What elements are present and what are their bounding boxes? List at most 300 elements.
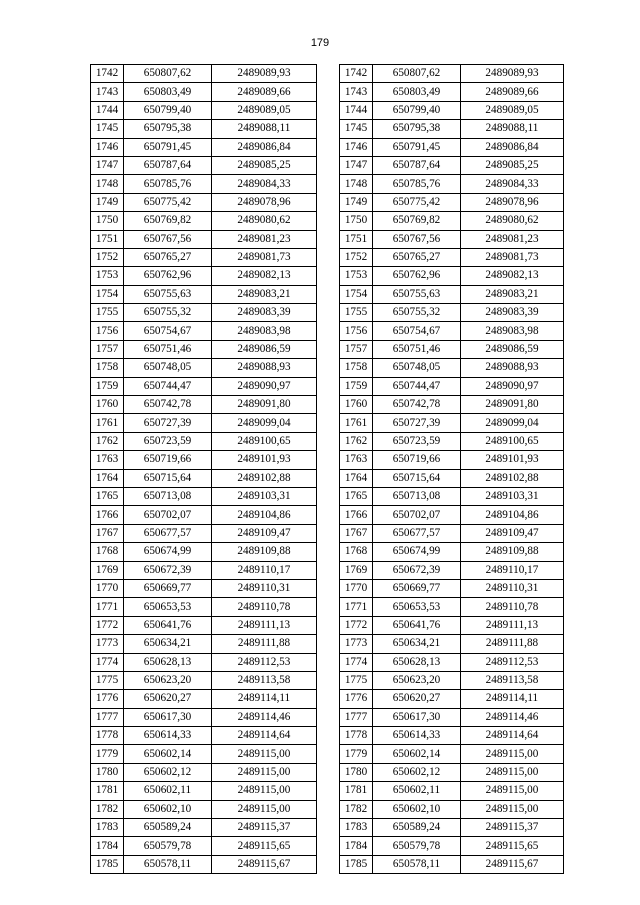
table-row [340,212,564,230]
point-number-cell: 1772 [91,616,124,634]
point-number-cell: 1778 [91,727,124,745]
point-number-cell: 1761 [91,414,124,432]
y-coordinate-cell: 2489084,33 [461,175,564,193]
y-coordinate-cell: 2489109,88 [212,543,317,561]
y-coordinate-cell: 2489083,21 [212,285,317,303]
y-coordinate-cell: 2489086,59 [212,340,317,358]
point-number-cell: 1750 [91,212,124,230]
y-coordinate-cell: 2489111,88 [461,635,564,653]
x-coordinate-cell: 650795,38 [373,120,461,138]
x-coordinate-cell: 650742,78 [373,396,461,414]
page-number: 179 [310,37,330,49]
x-coordinate-cell: 650775,42 [373,193,461,211]
x-coordinate-cell: 650677,57 [124,524,212,542]
y-coordinate-cell: 2489078,96 [212,193,317,211]
table-row [91,101,317,119]
x-coordinate-cell: 650807,62 [124,65,212,83]
y-coordinate-cell: 2489086,84 [212,138,317,156]
y-coordinate-cell: 2489104,86 [212,506,317,524]
x-coordinate-cell: 650754,67 [373,322,461,340]
point-number-cell: 1770 [91,579,124,597]
x-coordinate-cell: 650767,56 [373,230,461,248]
point-number-cell: 1757 [340,340,373,358]
table-row [340,340,564,358]
coordinates-table-right-body [340,65,564,874]
x-coordinate-cell: 650589,24 [124,819,212,837]
point-number-cell: 1782 [91,800,124,818]
y-coordinate-cell: 2489089,93 [461,65,564,83]
point-number-cell: 1746 [91,138,124,156]
point-number-cell: 1757 [91,340,124,358]
x-coordinate-cell: 650765,27 [373,248,461,266]
point-number-cell: 1754 [91,285,124,303]
x-coordinate-cell: 650620,27 [373,690,461,708]
point-number-cell: 1778 [340,727,373,745]
y-coordinate-cell: 2489089,05 [461,101,564,119]
y-coordinate-cell: 2489103,31 [461,487,564,505]
y-coordinate-cell: 2489115,00 [212,800,317,818]
point-number-cell: 1781 [91,782,124,800]
x-coordinate-cell: 650602,14 [124,745,212,763]
x-coordinate-cell: 650614,33 [373,727,461,745]
point-number-cell: 1779 [340,745,373,763]
y-coordinate-cell: 2489114,64 [212,727,317,745]
point-number-cell: 1768 [91,543,124,561]
y-coordinate-cell: 2489090,97 [461,377,564,395]
point-number-cell: 1767 [340,524,373,542]
point-number-cell: 1772 [340,616,373,634]
table-row [91,340,317,358]
y-coordinate-cell: 2489114,64 [461,727,564,745]
table-row [91,65,317,83]
point-number-cell: 1760 [91,396,124,414]
point-number-cell: 1742 [91,65,124,83]
point-number-cell: 1742 [340,65,373,83]
y-coordinate-cell: 2489115,00 [212,782,317,800]
y-coordinate-cell: 2489083,21 [461,285,564,303]
x-coordinate-cell: 650769,82 [124,212,212,230]
x-coordinate-cell: 650748,05 [373,359,461,377]
table-row [91,432,317,450]
y-coordinate-cell: 2489085,25 [212,156,317,174]
point-number-cell: 1785 [340,855,373,873]
table-row [91,248,317,266]
y-coordinate-cell: 2489115,00 [461,782,564,800]
point-number-cell: 1749 [340,193,373,211]
point-number-cell: 1766 [340,506,373,524]
x-coordinate-cell: 650727,39 [373,414,461,432]
table-row [340,414,564,432]
x-coordinate-cell: 650803,49 [373,83,461,101]
x-coordinate-cell: 650602,10 [373,800,461,818]
table-row [340,487,564,505]
point-number-cell: 1764 [91,469,124,487]
point-number-cell: 1743 [340,83,373,101]
table-row [91,690,317,708]
y-coordinate-cell: 2489115,00 [461,763,564,781]
point-number-cell: 1746 [340,138,373,156]
x-coordinate-cell: 650787,64 [373,156,461,174]
point-number-cell: 1754 [340,285,373,303]
point-number-cell: 1784 [91,837,124,855]
x-coordinate-cell: 650702,07 [373,506,461,524]
x-coordinate-cell: 650653,53 [373,598,461,616]
point-number-cell: 1752 [91,248,124,266]
x-coordinate-cell: 650715,64 [373,469,461,487]
point-number-cell: 1744 [91,101,124,119]
point-number-cell: 1763 [340,451,373,469]
table-row [340,708,564,726]
y-coordinate-cell: 2489114,11 [212,690,317,708]
table-row [340,359,564,377]
point-number-cell: 1749 [91,193,124,211]
y-coordinate-cell: 2489115,00 [212,745,317,763]
point-number-cell: 1759 [91,377,124,395]
x-coordinate-cell: 650791,45 [373,138,461,156]
y-coordinate-cell: 2489084,33 [212,175,317,193]
point-number-cell: 1769 [91,561,124,579]
point-number-cell: 1781 [340,782,373,800]
point-number-cell: 1780 [91,763,124,781]
y-coordinate-cell: 2489086,59 [461,340,564,358]
x-coordinate-cell: 650755,63 [124,285,212,303]
x-coordinate-cell: 650634,21 [124,635,212,653]
point-number-cell: 1762 [340,432,373,450]
table-row [340,230,564,248]
table-row [91,598,317,616]
x-coordinate-cell: 650785,76 [124,175,212,193]
x-coordinate-cell: 650674,99 [124,543,212,561]
point-number-cell: 1748 [91,175,124,193]
point-number-cell: 1744 [340,101,373,119]
table-row [91,487,317,505]
table-row [91,800,317,818]
x-coordinate-cell: 650617,30 [373,708,461,726]
table-row [91,230,317,248]
x-coordinate-cell: 650602,14 [373,745,461,763]
y-coordinate-cell: 2489110,31 [461,579,564,597]
table-row [340,671,564,689]
table-row [340,322,564,340]
y-coordinate-cell: 2489110,78 [461,598,564,616]
y-coordinate-cell: 2489109,47 [461,524,564,542]
x-coordinate-cell: 650719,66 [373,451,461,469]
point-number-cell: 1755 [91,304,124,322]
table-row [91,469,317,487]
x-coordinate-cell: 650719,66 [124,451,212,469]
table-row [91,579,317,597]
y-coordinate-cell: 2489091,80 [461,396,564,414]
y-coordinate-cell: 2489081,73 [212,248,317,266]
point-number-cell: 1774 [91,653,124,671]
table-row [91,120,317,138]
point-number-cell: 1765 [340,487,373,505]
y-coordinate-cell: 2489111,88 [212,635,317,653]
table-row [340,819,564,837]
x-coordinate-cell: 650602,10 [124,800,212,818]
table-row [91,561,317,579]
y-coordinate-cell: 2489112,53 [461,653,564,671]
y-coordinate-cell: 2489090,97 [212,377,317,395]
table-row [91,267,317,285]
y-coordinate-cell: 2489081,73 [461,248,564,266]
table-row [340,193,564,211]
x-coordinate-cell: 650578,11 [373,855,461,873]
point-number-cell: 1756 [91,322,124,340]
x-coordinate-cell: 650751,46 [124,340,212,358]
y-coordinate-cell: 2489111,13 [212,616,317,634]
point-number-cell: 1747 [91,156,124,174]
x-coordinate-cell: 650727,39 [124,414,212,432]
x-coordinate-cell: 650754,67 [124,322,212,340]
point-number-cell: 1776 [340,690,373,708]
table-row [340,285,564,303]
x-coordinate-cell: 650791,45 [124,138,212,156]
table-row [340,561,564,579]
point-number-cell: 1759 [340,377,373,395]
point-number-cell: 1745 [340,120,373,138]
table-row [91,653,317,671]
point-number-cell: 1751 [340,230,373,248]
table-row [340,175,564,193]
table-row [340,690,564,708]
table-row [91,819,317,837]
y-coordinate-cell: 2489091,80 [212,396,317,414]
table-row [340,469,564,487]
y-coordinate-cell: 2489081,23 [212,230,317,248]
x-coordinate-cell: 650799,40 [373,101,461,119]
table-row [340,727,564,745]
table-row [340,616,564,634]
x-coordinate-cell: 650803,49 [124,83,212,101]
point-number-cell: 1767 [91,524,124,542]
x-coordinate-cell: 650799,40 [124,101,212,119]
table-row [91,837,317,855]
y-coordinate-cell: 2489112,53 [212,653,317,671]
coordinates-table-left [90,64,317,874]
y-coordinate-cell: 2489113,58 [212,671,317,689]
table-row [91,212,317,230]
point-number-cell: 1773 [91,635,124,653]
point-number-cell: 1775 [91,671,124,689]
point-number-cell: 1777 [340,708,373,726]
x-coordinate-cell: 650641,76 [373,616,461,634]
x-coordinate-cell: 650669,77 [124,579,212,597]
table-row [91,175,317,193]
point-number-cell: 1750 [340,212,373,230]
x-coordinate-cell: 650614,33 [124,727,212,745]
y-coordinate-cell: 2489088,11 [461,120,564,138]
point-number-cell: 1758 [91,359,124,377]
table-row [91,745,317,763]
x-coordinate-cell: 650620,27 [124,690,212,708]
x-coordinate-cell: 650623,20 [124,671,212,689]
x-coordinate-cell: 650755,32 [124,304,212,322]
coordinates-table-left-body [91,65,317,874]
table-row [340,156,564,174]
y-coordinate-cell: 2489086,84 [461,138,564,156]
table-row [91,635,317,653]
x-coordinate-cell: 650623,20 [373,671,461,689]
table-row [340,543,564,561]
table-row [91,671,317,689]
y-coordinate-cell: 2489089,93 [212,65,317,83]
table-row [91,543,317,561]
point-number-cell: 1777 [91,708,124,726]
table-row [340,432,564,450]
point-number-cell: 1758 [340,359,373,377]
y-coordinate-cell: 2489115,37 [461,819,564,837]
table-row [91,396,317,414]
table-row [91,451,317,469]
y-coordinate-cell: 2489115,37 [212,819,317,837]
x-coordinate-cell: 650579,78 [124,837,212,855]
table-row [91,616,317,634]
point-number-cell: 1771 [340,598,373,616]
x-coordinate-cell: 650755,63 [373,285,461,303]
x-coordinate-cell: 650769,82 [373,212,461,230]
y-coordinate-cell: 2489081,23 [461,230,564,248]
y-coordinate-cell: 2489083,39 [212,304,317,322]
y-coordinate-cell: 2489100,65 [212,432,317,450]
x-coordinate-cell: 650723,59 [124,432,212,450]
table-row [91,727,317,745]
x-coordinate-cell: 650677,57 [373,524,461,542]
x-coordinate-cell: 650628,13 [124,653,212,671]
table-row [340,763,564,781]
y-coordinate-cell: 2489109,88 [461,543,564,561]
point-number-cell: 1760 [340,396,373,414]
y-coordinate-cell: 2489109,47 [212,524,317,542]
table-row [340,506,564,524]
x-coordinate-cell: 650589,24 [373,819,461,837]
point-number-cell: 1785 [91,855,124,873]
x-coordinate-cell: 650602,11 [373,782,461,800]
x-coordinate-cell: 650674,99 [373,543,461,561]
x-coordinate-cell: 650744,47 [373,377,461,395]
y-coordinate-cell: 2489115,00 [461,745,564,763]
y-coordinate-cell: 2489114,46 [461,708,564,726]
x-coordinate-cell: 650762,96 [373,267,461,285]
y-coordinate-cell: 2489102,88 [212,469,317,487]
y-coordinate-cell: 2489083,98 [212,322,317,340]
table-row [340,855,564,873]
point-number-cell: 1780 [340,763,373,781]
point-number-cell: 1764 [340,469,373,487]
y-coordinate-cell: 2489115,00 [461,800,564,818]
x-coordinate-cell: 650579,78 [373,837,461,855]
y-coordinate-cell: 2489113,58 [461,671,564,689]
table-row [91,524,317,542]
table-row [340,267,564,285]
y-coordinate-cell: 2489114,46 [212,708,317,726]
x-coordinate-cell: 650785,76 [373,175,461,193]
x-coordinate-cell: 650748,05 [124,359,212,377]
table-row [340,65,564,83]
y-coordinate-cell: 2489111,13 [461,616,564,634]
y-coordinate-cell: 2489103,31 [212,487,317,505]
y-coordinate-cell: 2489115,00 [212,763,317,781]
table-row [340,101,564,119]
table-row [91,304,317,322]
y-coordinate-cell: 2489110,17 [461,561,564,579]
x-coordinate-cell: 650669,77 [373,579,461,597]
y-coordinate-cell: 2489102,88 [461,469,564,487]
point-number-cell: 1765 [91,487,124,505]
table-row [91,763,317,781]
y-coordinate-cell: 2489080,62 [461,212,564,230]
point-number-cell: 1775 [340,671,373,689]
point-number-cell: 1771 [91,598,124,616]
x-coordinate-cell: 650744,47 [124,377,212,395]
point-number-cell: 1776 [91,690,124,708]
x-coordinate-cell: 650672,39 [124,561,212,579]
table-row [340,83,564,101]
x-coordinate-cell: 650641,76 [124,616,212,634]
y-coordinate-cell: 2489089,05 [212,101,317,119]
y-coordinate-cell: 2489089,66 [212,83,317,101]
point-number-cell: 1743 [91,83,124,101]
y-coordinate-cell: 2489083,98 [461,322,564,340]
point-number-cell: 1763 [91,451,124,469]
y-coordinate-cell: 2489115,65 [212,837,317,855]
y-coordinate-cell: 2489083,39 [461,304,564,322]
table-row [340,837,564,855]
table-row [91,708,317,726]
y-coordinate-cell: 2489115,67 [212,855,317,873]
table-row [91,322,317,340]
x-coordinate-cell: 650715,64 [124,469,212,487]
x-coordinate-cell: 650602,12 [124,763,212,781]
coordinates-table-right [339,64,564,874]
table-row [340,377,564,395]
point-number-cell: 1783 [91,819,124,837]
x-coordinate-cell: 650672,39 [373,561,461,579]
y-coordinate-cell: 2489080,62 [212,212,317,230]
table-row [91,285,317,303]
y-coordinate-cell: 2489101,93 [461,451,564,469]
x-coordinate-cell: 650765,27 [124,248,212,266]
x-coordinate-cell: 650628,13 [373,653,461,671]
y-coordinate-cell: 2489114,11 [461,690,564,708]
point-number-cell: 1753 [340,267,373,285]
table-row [340,138,564,156]
x-coordinate-cell: 650653,53 [124,598,212,616]
table-row [340,800,564,818]
table-row [340,524,564,542]
point-number-cell: 1766 [91,506,124,524]
table-row [340,451,564,469]
table-row [91,377,317,395]
point-number-cell: 1782 [340,800,373,818]
point-number-cell: 1747 [340,156,373,174]
y-coordinate-cell: 2489082,13 [461,267,564,285]
y-coordinate-cell: 2489099,04 [461,414,564,432]
y-coordinate-cell: 2489110,17 [212,561,317,579]
x-coordinate-cell: 650702,07 [124,506,212,524]
table-row [91,855,317,873]
table-row [91,506,317,524]
x-coordinate-cell: 650751,46 [373,340,461,358]
table-row [91,138,317,156]
x-coordinate-cell: 650755,32 [373,304,461,322]
table-row [91,359,317,377]
table-row [91,782,317,800]
table-row [340,579,564,597]
y-coordinate-cell: 2489088,11 [212,120,317,138]
table-row [91,83,317,101]
table-row [340,396,564,414]
